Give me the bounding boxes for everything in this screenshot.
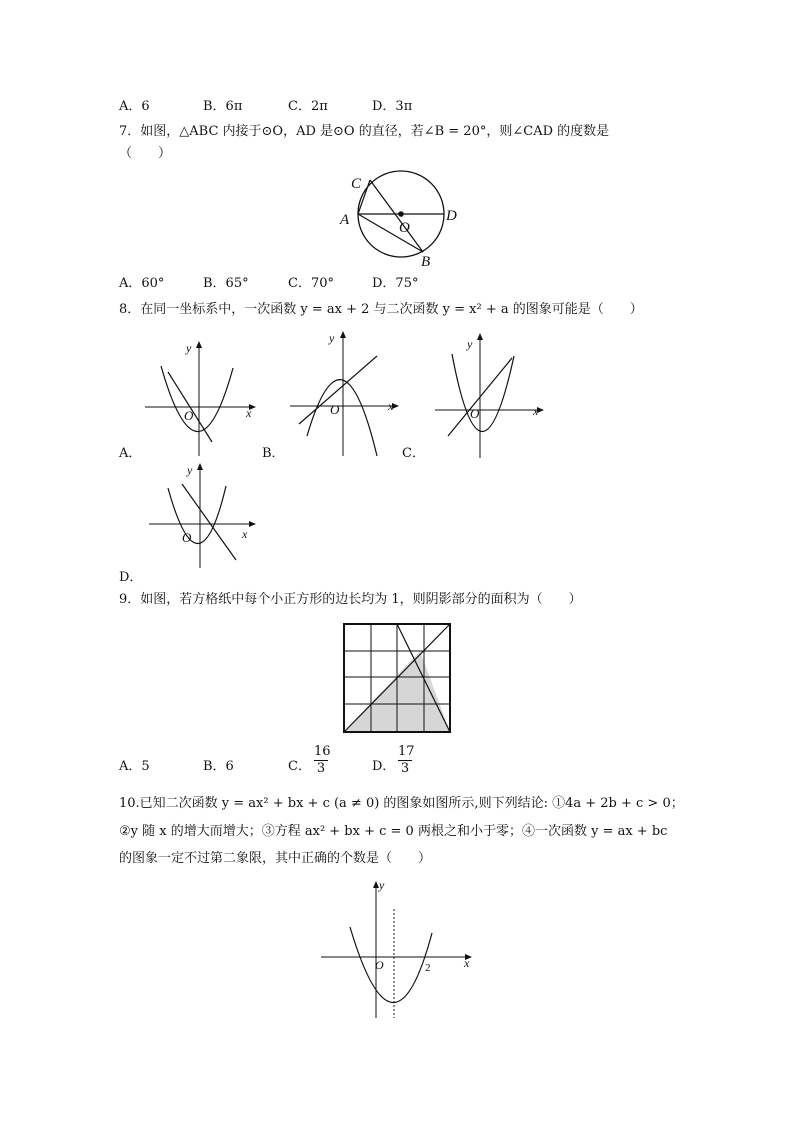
svg-text:x: x: [242, 527, 248, 541]
svg-text:x: x: [464, 956, 470, 970]
q9-stem: 9．如图，若方格纸中每个小正方形的边长均为 1，则阴影部分的面积为（ ）: [119, 592, 582, 607]
q8-option-b-label: B．: [262, 446, 285, 461]
q7-option-c: C．70°: [288, 276, 334, 291]
svg-text:y: y: [467, 337, 473, 351]
svg-text:x: x: [246, 406, 252, 420]
q7-circle-figure: [335, 170, 475, 270]
chord-ab: [358, 214, 423, 252]
q8-graph-b: [285, 328, 405, 458]
q8-graph-a: [140, 338, 260, 458]
svg-text:O: O: [330, 402, 340, 417]
q7-option-a: A．60°: [119, 276, 165, 291]
q7-stem: 7．如图，△ABC 内接于⊙O，AD 是⊙O 的直径，若∠B = 20°，则∠CAD 的度数是: [119, 124, 610, 139]
q9-option-c-fraction: [314, 744, 331, 777]
q10-parabola-figure: [318, 875, 478, 1020]
label-a: A: [340, 212, 350, 228]
q9-option-d-fraction: [398, 744, 415, 777]
q8-option-c-label: C．: [402, 446, 425, 461]
svg-text:O: O: [182, 530, 192, 545]
q8-stem: 8．在同一坐标系中，一次函数 y = ax + 2 与二次函数 y = x² + a 的图象可能是（ ）: [119, 302, 643, 317]
q6-option-c: C．2π: [288, 99, 328, 114]
q7-option-b: B．65°: [203, 276, 249, 291]
svg-text:O: O: [184, 408, 194, 423]
fraction-denominator: 3: [400, 761, 410, 776]
q8-graph-d: [144, 460, 264, 570]
svg-text:O: O: [375, 958, 384, 972]
fraction-numerator: 17: [398, 744, 415, 759]
q6-option-b: B．6π: [203, 99, 243, 114]
label-b: B: [421, 254, 431, 270]
svg-text:y: y: [379, 878, 385, 892]
q10-line-3: 的图象一定不过第二象限，其中正确的个数是（ ）: [119, 851, 432, 866]
q9-option-c-prefix: C．: [288, 759, 311, 774]
q6-option-d: D．3π: [372, 99, 413, 114]
q10-line-1: 10.已知二次函数 y = ax² + bx + c (a ≠ 0) 的图象如图所示,则下列结论: ①4a + 2b + c > 0；: [119, 796, 684, 811]
label-c: C: [351, 176, 362, 192]
svg-text:x: x: [388, 399, 394, 413]
q9-option-b: B．6: [203, 759, 234, 774]
q8-option-d-label: D．: [119, 570, 143, 585]
q9-grid-figure: [342, 622, 454, 734]
q8-option-a-label: A．: [119, 446, 142, 461]
svg-text:O: O: [470, 406, 480, 421]
q10-line-2: ②y 随 x 的增大而增大；③方程 ax² + bx + c = 0 两根之和小于零；④一次函数 y = ax + bc: [119, 824, 668, 839]
chord-cb: [370, 180, 423, 252]
q6-option-a: A．6: [119, 99, 150, 114]
svg-text:x: x: [533, 404, 539, 418]
svg-text:y: y: [329, 331, 335, 345]
fraction-numerator: 16: [314, 744, 331, 759]
q7-option-d: D．75°: [372, 276, 419, 291]
label-d: D: [446, 208, 457, 224]
q8-graph-c: [430, 330, 550, 460]
q9-option-d-prefix: D．: [372, 759, 396, 774]
label-o: O: [399, 220, 410, 236]
svg-text:y: y: [186, 341, 192, 355]
fraction-denominator: 3: [316, 761, 326, 776]
q7-answer-paren: （ ）: [119, 146, 172, 161]
svg-text:2: 2: [425, 962, 431, 974]
center-dot: [398, 211, 404, 217]
q9-option-a: A．5: [119, 759, 150, 774]
svg-text:y: y: [187, 463, 193, 477]
